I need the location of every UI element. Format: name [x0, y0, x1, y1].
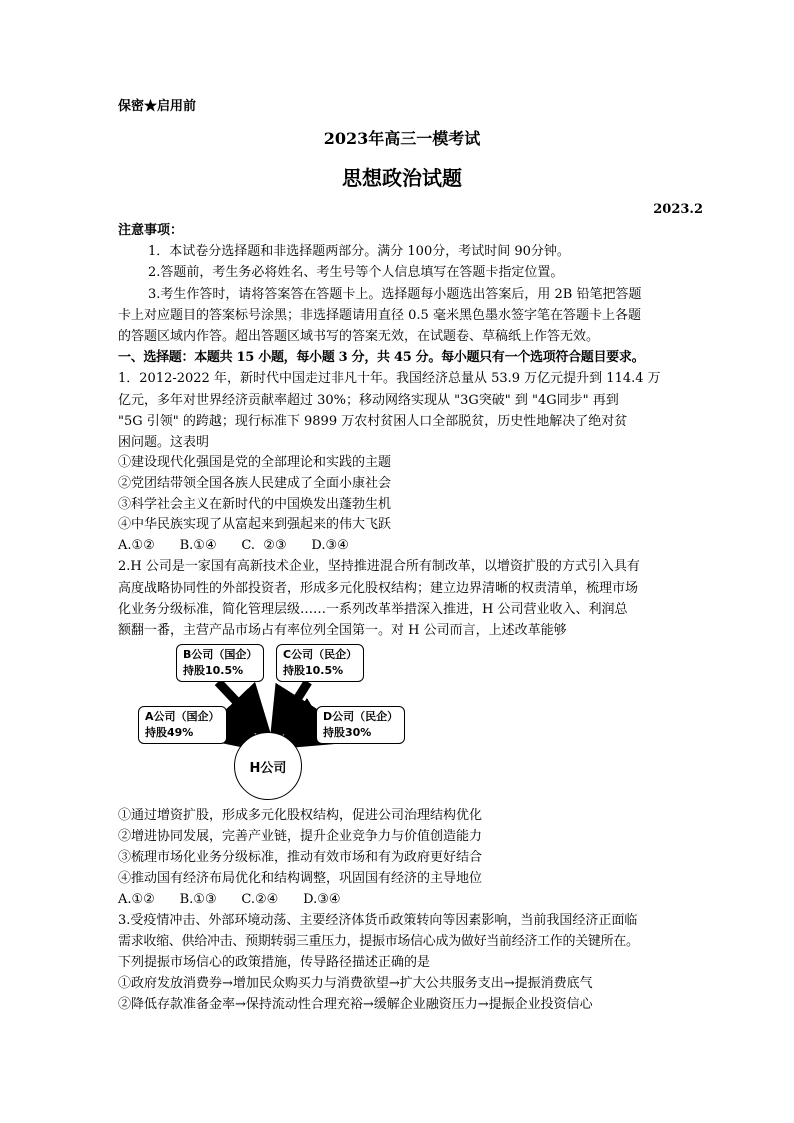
question-text: 3.受疫情冲击、外部环境动荡、主要经济体货币政策转向等因素影响，当前我国经济正面临 [118, 913, 638, 928]
shareholding-diagram [138, 642, 408, 802]
answer-choices: A.①② B.①③ C.②④ D.③④ [118, 892, 341, 907]
option-statement: ②降低存款准备金率→保持流动性合理充裕→缓解企业融资压力→提振企业投资信心 [118, 997, 593, 1012]
option-statement: ②党团结带领全国各族人民建成了全面小康社会 [118, 476, 392, 491]
answer-choices: A.①② B.①④ C. ②③ D.③④ [118, 538, 349, 553]
company-c-share: 持股10.5% [283, 664, 344, 677]
question-text: 困问题。这表明 [118, 435, 210, 450]
arrow-a [228, 724, 242, 735]
option-statement: ①建设现代化强国是党的全部理论和实践的主题 [118, 455, 392, 470]
company-d-share: 持股30% [323, 726, 372, 739]
option-statement: ①通过增资扩股，形成多元化股权结构，促进公司治理结构优化 [118, 808, 483, 823]
notice-item: 3.考生作答时，请将答案答在答题卡上。选择题每小题选出答案后，用 2B 铅笔把答题 [148, 287, 642, 302]
exam-date: 2023.2 [653, 202, 703, 217]
company-h-circle: H公司 [234, 732, 302, 800]
question-text: 下列提振市场信心的政策措施，传导路径描述正确的是 [118, 955, 431, 970]
option-statement: ③梳理市场化业务分级标准，推动有效市场和有为政府更好结合 [118, 850, 483, 865]
subject-title: 思想政治试题 [342, 166, 462, 190]
company-c-name: C公司（民企） [283, 648, 358, 661]
confidential-label: 保密★启用前 [118, 99, 197, 114]
notice-item: 2.答题前，考生务必将姓名、考生号等个人信息填写在答题卡指定位置。 [148, 265, 564, 280]
question-text: 2.H 公司是一家国有高新技术企业，坚持推进混合所有制改革，以增资扩股的方式引入具有 [118, 559, 640, 574]
question-text: 高度战略协同性的外部投资者，形成多元化股权结构；建立边界清晰的权责清单，梳理市场 [118, 581, 639, 596]
question-text: 1．2012-2022 年，新时代中国走过非凡十年。我国经济总量从 53.9 万亿元提升到 114.4 万 [118, 371, 661, 386]
company-d-box [316, 706, 405, 744]
company-a-box [138, 706, 227, 744]
option-statement: ④推动国有经济布局优化和结构调整，巩固国有经济的主导地位 [118, 871, 483, 886]
company-a-share: 持股49% [145, 726, 194, 739]
company-d-name: D公司（民企） [323, 710, 399, 723]
company-c-box [276, 644, 364, 682]
option-statement: ①政府发放消费券→增加民众购买力与消费欲望→扩大公共服务支出→提振消费底气 [118, 976, 593, 991]
arrow-d [298, 724, 316, 735]
exam-title: 2023年高三一模考试 [323, 129, 481, 148]
option-statement: ④中华民族实现了从富起来到强起来的伟大飞跃 [118, 517, 392, 532]
notice-item: 1．本试卷分选择题和非选择题两部分。满分 100分，考试时间 90分钟。 [148, 244, 570, 259]
question-text: "5G 引领" 的跨越；现行标准下 9899 万农村贫困人口全部脱贫，历史性地解决了绝对贫 [118, 414, 628, 429]
question-text: 化业务分级标准，简化管理层级……一系列改革举措深入推进，H 公司营业收入、利润总 [118, 602, 628, 617]
question-text: 额翻一番，主营产品市场占有率位列全国第一。对 H 公司而言，上述改革能够 [118, 623, 567, 638]
company-b-name: B公司（国企） [183, 648, 258, 661]
question-text: 亿元，多年对世界经济贡献率超过 30%；移动网络实现从 "3G突破" 到 "4G同步" 再到 [118, 393, 619, 408]
notice-item: 的答题区域内作答。超出答题区域书写的答案无效，在试题卷、草稿纸上作答无效。 [118, 329, 600, 344]
company-a-name: A公司（国企） [145, 710, 220, 723]
question-text: 需求收缩、供给冲击、预期转弱三重压力，提振市场信心成为做好当前经济工作的关键所在。 [118, 934, 639, 949]
section-heading: 一、选择题：本题共 15 小题，每小题 3 分，共 45 分。每小题只有一个选项符合题目要求。 [118, 350, 645, 365]
company-b-box [176, 644, 264, 682]
option-statement: ②增进协同发展，完善产业链，提升企业竞争力与价值创造能力 [118, 829, 483, 844]
arrow-c [284, 682, 308, 720]
company-b-share: 持股10.5% [183, 664, 244, 677]
notice-heading: 注意事项： [118, 223, 184, 238]
notice-item: 卡上对应题目的答案标号涂黑；非选择题请用直径 0.5 毫米黑色墨水签字笔在答题卡上各题 [118, 308, 641, 323]
option-statement: ③科学社会主义在新时代的中国焕发出蓬勃生机 [118, 497, 392, 512]
